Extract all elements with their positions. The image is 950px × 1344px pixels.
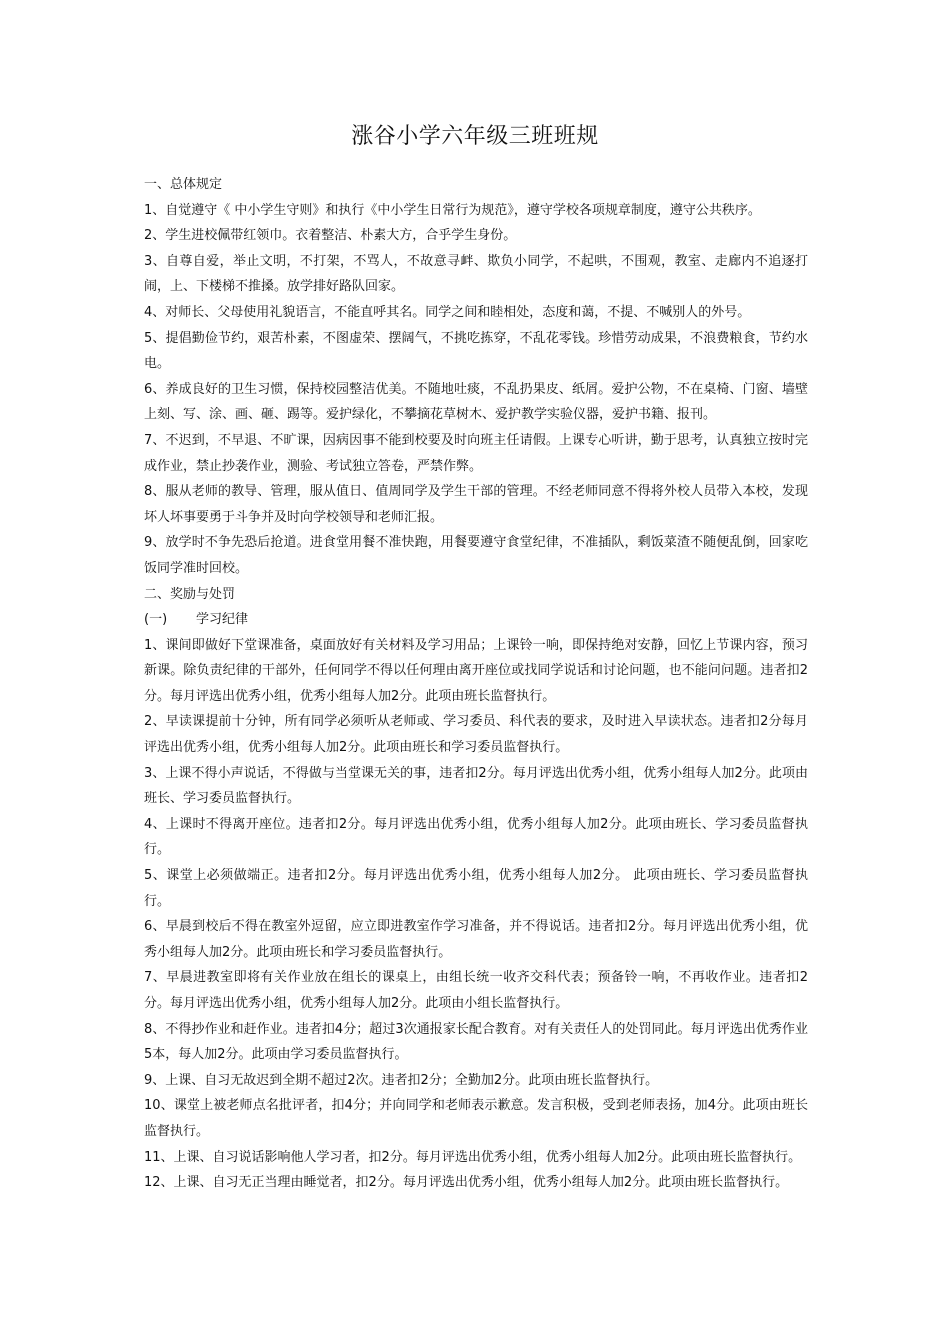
study-rule-item: 12、上课、自习无正当理由睡觉者，扣2分。每月评选出优秀小组，优秀小组每人加2分。此项由班长监督执行。: [144, 1175, 789, 1191]
section-heading-general: 一、总体规定: [144, 177, 223, 192]
general-rule-item: 7、不迟到，不早退、不旷课，因病因事不能到校要及时向班主任请假。上课专心听讲，勤于思考，认真独立按时完成作业，禁止抄袭作业，测验、考试独立答卷，严禁作弊。: [144, 432, 808, 474]
general-rule-item: 4、对师长、父母使用礼貌语言，不能直呼其名。同学之间和睦相处，态度和蔼，不提、不喊别人的外号。: [144, 304, 751, 320]
study-rule-item: 4、上课时不得离开座位。违者扣2分。每月评选出优秀小组，优秀小组每人加2分。此项由班长、学习委员监督执行。: [144, 816, 808, 858]
subsection-label: 学习纪律: [196, 612, 249, 628]
general-rule-item: 1、自觉遵守《 中小学生守则》和执行《中小学生日常行为规范》，遵守学校各项规章制度，遵守公共秩序。: [144, 202, 761, 218]
study-rule-item: 5、课堂上必须做端正。违者扣2分。每月评选出优秀小组，优秀小组每人加2分。 此项由班长、学习委员监督执行。: [144, 868, 808, 909]
study-rule-item: 9、上课、自习无故迟到全期不超过2次。违者扣2分；全勤加2分。此项由班长监督执行。: [144, 1072, 659, 1088]
general-rule-item: 9、放学时不争先恐后抢道。进食堂用餐不准快跑，用餐要遵守食堂纪律，不准插队，剩饭菜渣不随便乱倒，回家吃饭同学准时回校。: [144, 535, 808, 576]
general-rule-item: 3、自尊自爱，举止文明，不打架，不骂人，不故意寻衅、欺负小同学，不起哄，不围观，教室、走廊内不追逐打闹，上、下楼梯不推搡。放学排好路队回家。: [144, 253, 808, 295]
study-rule-item: 6、早晨到校后不得在教室外逗留，应立即进教室作学习准备，并不得说话。违者扣2分。每月评选出优秀小组，优秀小组每人加2分。此项由班长和学习委员监督执行。: [144, 919, 808, 960]
document-body: [144, 172, 808, 1196]
subsection-heading-study: [144, 607, 808, 633]
study-rule-item: 2、早读课提前十分钟，所有同学必须听从老师或、学习委员、科代表的要求，及时进入早读状态。违者扣2分每月评选出优秀小组，优秀小组每人加2分。此项由班长和学习委员监督执行。: [144, 714, 808, 756]
study-rule-item: 8、不得抄作业和赶作业。违者扣4分；超过3次通报家长配合教育。对有关责任人的处罚同此。每月评选出优秀作业5本，每人加2分。此项由学习委员监督执行。: [144, 1021, 808, 1063]
general-rule-item: 5、提倡勤俭节约，艰苦朴素，不图虚荣、摆阔气，不挑吃拣穿，不乱花零钱。珍惜劳动成果，不浪费粮食，节约水电。: [144, 330, 808, 372]
study-rule-item: 3、上课不得小声说话，不得做与当堂课无关的事，违者扣2分。每月评选出优秀小组，优秀小组每人加2分。此项由班长、学习委员监督执行。: [144, 765, 808, 807]
study-rule-item: 10、课堂上被老师点名批评者，扣4分；并向同学和老师表示歉意。发言积极，受到老师表扬，加4分。此项由班长监督执行。: [144, 1098, 808, 1139]
subsection-number: (一): [144, 612, 168, 628]
document-title: 涨谷小学六年级三班班规: [351, 124, 599, 149]
section-heading-rewards: 二、奖励与处罚: [144, 586, 236, 602]
general-rule-item: 2、学生进校佩带红领巾。衣着整洁、朴素大方，合乎学生身份。: [144, 228, 517, 244]
general-rule-item: 6、养成良好的卫生习惯，保持校园整洁优美。不随地吐痰，不乱扔果皮、纸屑。爱护公物，不在桌椅、门窗、墙壁上刻、写、涂、画、砸、踢等。爱护绿化，不攀摘花草树木、爱护教学实验仪器，爱护书籍、报刊。: [144, 381, 808, 423]
study-rule-item: 7、早晨进教室即将有关作业放在组长的课桌上，由组长统一收齐交科代表；预备铃一响，不再收作业。违者扣2分。每月评选出优秀小组，优秀小组每人加2分。此项由小组长监督执行。: [144, 970, 808, 1011]
study-rule-item: 11、上课、自习说话影响他人学习者，扣2分。每月评选出优秀小组，优秀小组每人加2分。此项由班长监督执行。: [144, 1149, 802, 1165]
general-rule-item: 8、服从老师的教导、管理，服从值日、值周同学及学生干部的管理。不经老师同意不得将外校人员带入本校，发现坏人坏事要勇于斗争并及时向学校领导和老师汇报。: [144, 484, 808, 525]
study-rule-item: 1、课间即做好下堂课准备，桌面放好有关材料及学习用品；上课铃一响，即保持绝对安静，回忆上节课内容，预习新课。除负责纪律的干部外，任何同学不得以任何理由离开座位或找同学说话和讨论问题，也不能问问题。违者扣2分。每月评选出优秀小组，优秀小组每人加2分。此项由班长监督执行。: [144, 637, 808, 704]
